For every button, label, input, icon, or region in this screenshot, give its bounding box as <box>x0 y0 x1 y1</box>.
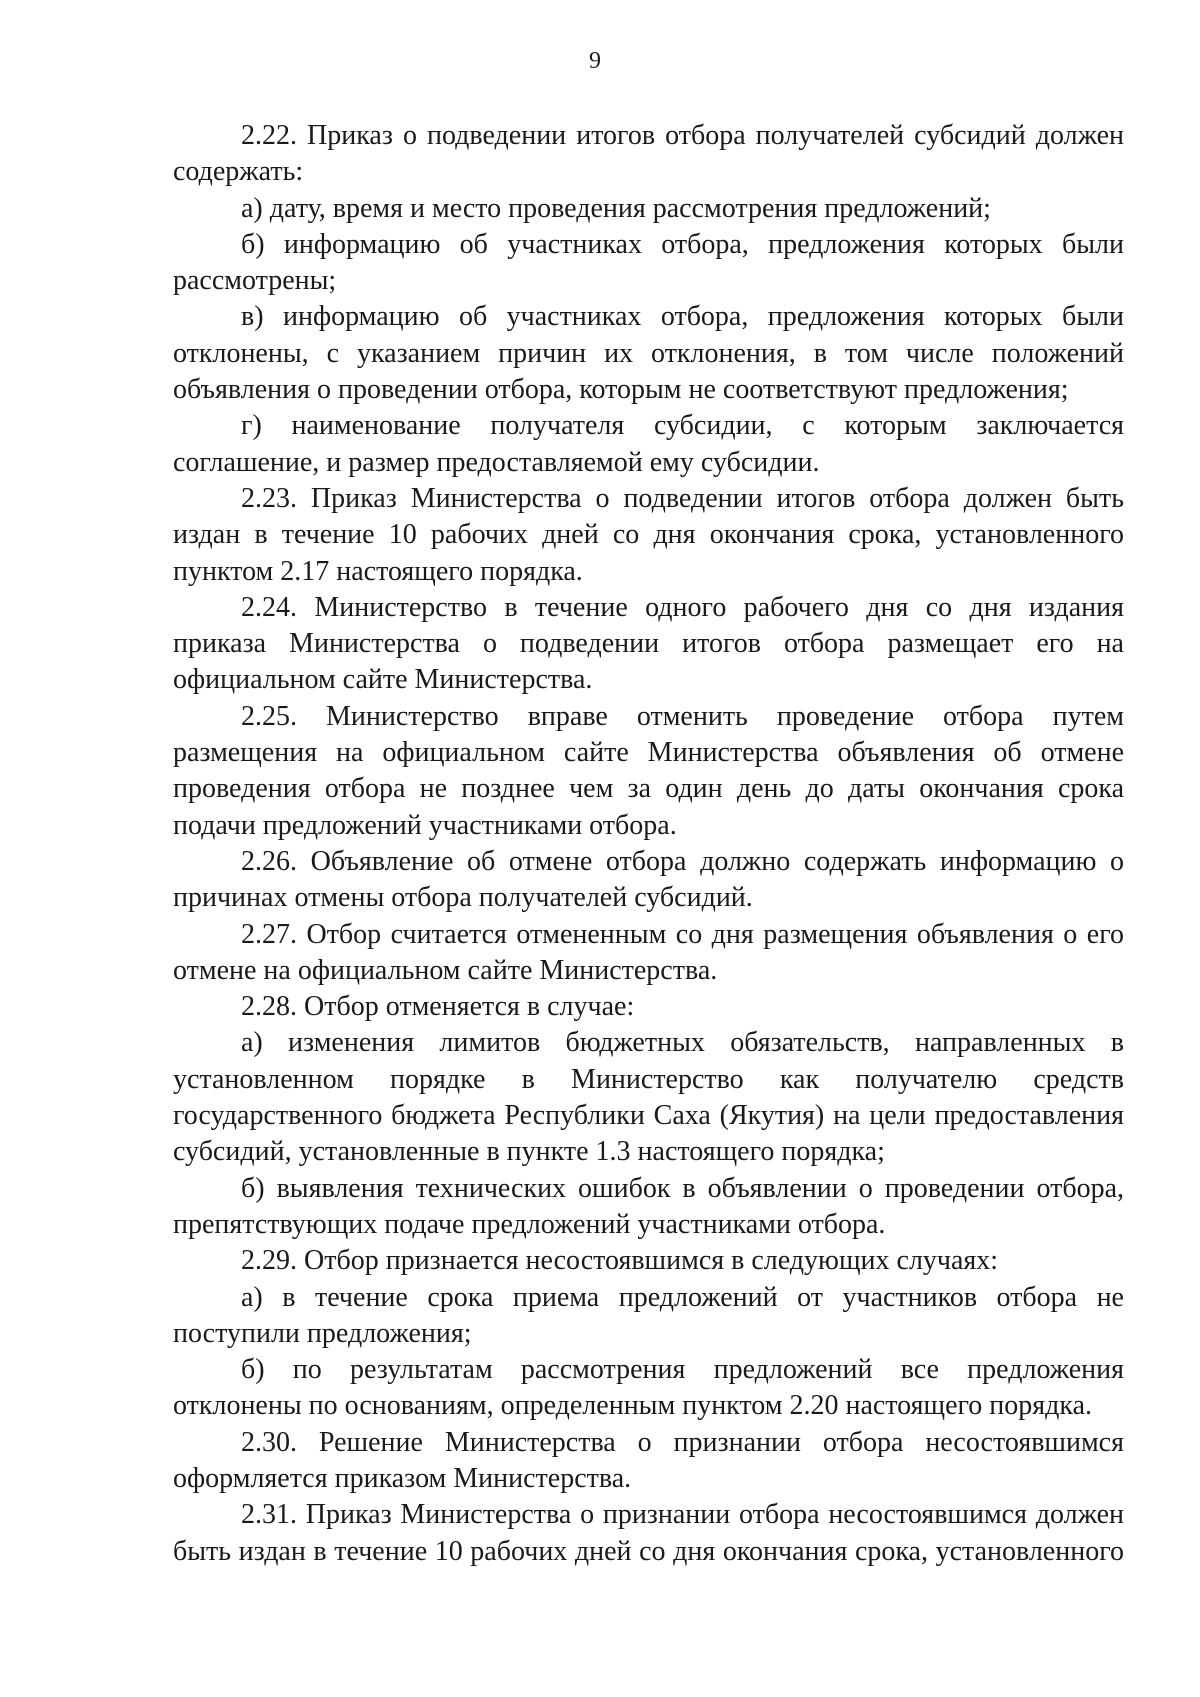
paragraph-2-28-b: б) выявления технических ошибок в объявлении о проведении отбора, препятствующих подаче предложений участниками отбора. <box>173 1172 1124 1240</box>
paragraph-2-27: 2.27. Отбор считается отмененным со дня размещения объявления о его отмене на официальном сайте Министерства. <box>173 918 1124 986</box>
document-body <box>173 118 1124 1570</box>
paragraph-2-25: 2.25. Министерство вправе отменить проведение отбора путем размещения на официальном сайте Министерства объявления об отмене проведения отбора не позднее чем за один день до даты окончания срока подачи предложений участниками отбора. <box>173 700 1124 841</box>
paragraph-2-22-b: б) информацию об участниках отбора, предложения которых были рассмотрены; <box>173 228 1124 297</box>
paragraph-2-22-v: в) информацию об участниках отбора, предложения которых были отклонены, с указанием причин их отклонения, в том числе положений объявления о проведении отбора, которым не соответствуют предложения; <box>173 301 1124 406</box>
paragraph-2-22-a: а) дату, время и место проведения рассмотрения предложений; <box>241 192 991 224</box>
paragraph-2-31: 2.31. Приказ Министерства о признании отбора несостоявшимся должен быть издан в течение 10 рабочих дней со дня окончания срока, установленного <box>173 1499 1124 1567</box>
paragraph-2-26: 2.26. Объявление об отмене отбора должно содержать информацию о причинах отмены отбора получателей субсидий. <box>173 845 1124 914</box>
paragraph-2-22: 2.22. Приказ о подведении итогов отбора получателей субсидий должен содержать: <box>173 120 1124 188</box>
paragraph-2-23: 2.23. Приказ Министерства о подведении итогов отбора должен быть издан в течение 10 рабочих дней со дня окончания срока, установленного пунктом 2.17 настоящего порядка. <box>173 482 1124 587</box>
paragraph-2-29-a: а) в течение срока приема предложений от участников отбора не поступили предложения; <box>173 1281 1124 1349</box>
paragraph-2-22-g: г) наименование получателя субсидии, с которым заключается соглашение, и размер предоставляемой ему субсидии. <box>173 410 1124 478</box>
paragraph-2-24: 2.24. Министерство в течение одного рабочего дня со дня издания приказа Министерства о подведении итогов отбора размещает его на официальном сайте Министерства. <box>173 591 1124 696</box>
paragraph-2-30: 2.30. Решение Министерства о признании отбора несостоявшимся оформляется приказом Министерства. <box>173 1426 1124 1494</box>
paragraph-2-28: 2.28. Отбор отменяется в случае: <box>241 991 635 1023</box>
paragraph-2-29: 2.29. Отбор признается несостоявшимся в следующих случаях: <box>241 1245 999 1277</box>
page-number: 9 <box>589 48 601 74</box>
paragraph-2-28-a: а) изменения лимитов бюджетных обязательств, направленных в установленном порядке в Министерство как получателю средств государственного бюджета Республики Саха (Якутия) на цели предоставления субсидий, установленные в пункте 1.3 настоящего порядка; <box>173 1027 1124 1168</box>
paragraph-2-29-b: б) по результатам рассмотрения предложений все предложения отклонены по основаниям, определенным пунктом 2.20 настоящего порядка. <box>173 1354 1124 1422</box>
